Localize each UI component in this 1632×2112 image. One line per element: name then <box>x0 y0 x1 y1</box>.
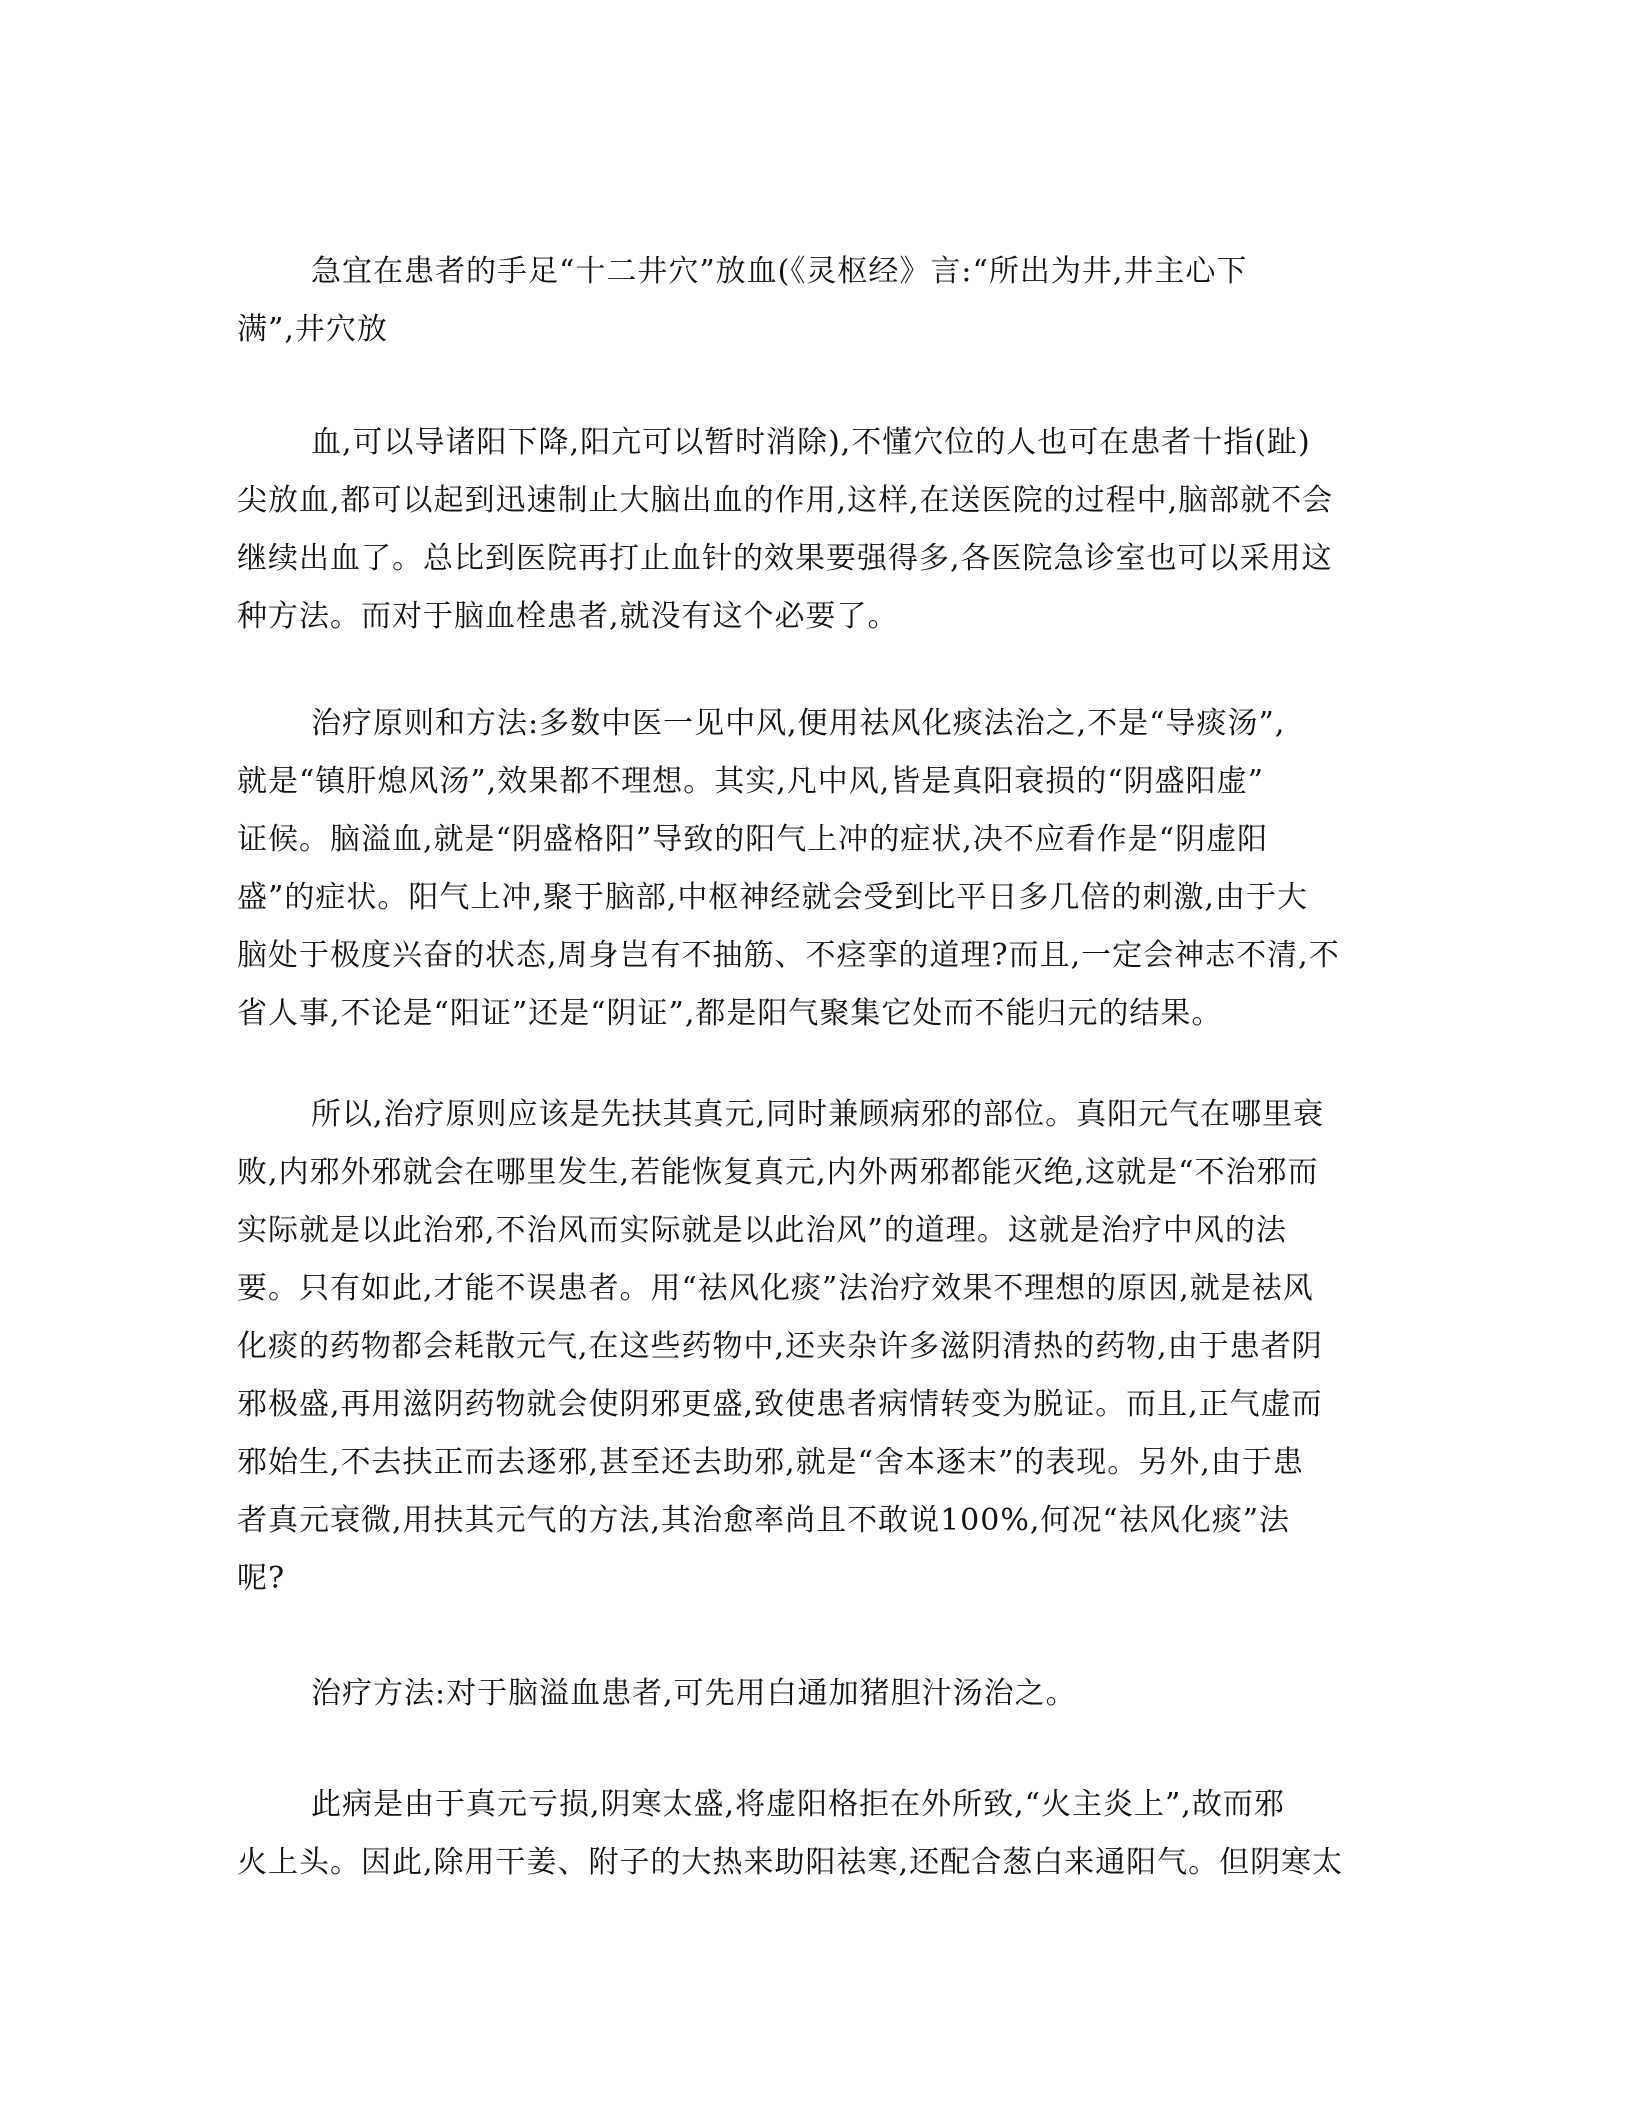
text-line: 证候。脑溢血,就是“阴盛格阳”导致的阳气上冲的症状,决不应看作是“阴虚阳 <box>237 822 1269 857</box>
text-line: 血,可以导诸阳下降,阳亢可以暂时消除),不懂穴位的人也可在患者十指(趾) <box>311 425 1311 460</box>
text-line: 继续出血了。总比到医院再打止血针的效果要强得多,各医院急诊室也可以采用这 <box>237 541 1333 576</box>
paragraph-etiology <box>237 1776 1397 1892</box>
text-line: 呢? <box>237 1561 286 1596</box>
text-line: 要。只有如此,才能不误患者。用“祛风化痰”法治疗效果不理想的原因,就是祛风 <box>237 1271 1314 1306</box>
text-line: 种方法。而对于脑血栓患者,就没有这个必要了。 <box>237 599 899 634</box>
text-line: 尖放血,都可以起到迅速制止大脑出血的作用,这样,在送医院的过程中,脑部就不会 <box>237 483 1334 518</box>
text-line: 火上头。因此,除用干姜、附子的大热来助阳祛寒,还配合葱白来通阳气。但阴寒太 <box>237 1845 1344 1880</box>
text-line: 盛”的症状。阳气上冲,聚于脑部,中枢神经就会受到比平日多几倍的刺激,由于大 <box>237 880 1308 915</box>
text-line: 化痰的药物都会耗散元气,在这些药物中,还夹杂许多滋阴清热的药物,由于患者阴 <box>237 1329 1323 1364</box>
text-line: 败,内邪外邪就会在哪里发生,若能恢复真元,内外两邪都能灭绝,这就是“不治邪而 <box>237 1155 1319 1190</box>
paragraph-treatment-principles <box>237 695 1397 1043</box>
text-line: 所以,治疗原则应该是先扶其真元,同时兼顾病邪的部位。真阳元气在哪里衰 <box>311 1097 1325 1132</box>
text-line: 脑处于极度兴奋的状态,周身岂有不抽筋、不痉挛的道理?而且,一定会神志不清,不 <box>237 938 1340 973</box>
text-line: 实际就是以此治邪,不治风而实际就是以此治风”的道理。这就是治疗中风的法 <box>237 1213 1287 1248</box>
text-line: 省人事,不论是“阳证”还是“阴证”,都是阳气聚集它处而不能归元的结果。 <box>237 996 1223 1031</box>
paragraph-principle-detail <box>237 1086 1397 1608</box>
text-line: 急宜在患者的手足“十二井穴”放血(《灵枢经》言:“所出为井,井主心下 <box>311 254 1248 289</box>
text-line: 满”,井穴放 <box>237 312 388 347</box>
text-line: 此病是由于真元亏损,阴寒太盛,将虚阳格拒在外所致,“火主炎上”,故而邪 <box>311 1787 1285 1822</box>
text-line: 治疗原则和方法:多数中医一见中风,便用祛风化痰法治之,不是“导痰汤”, <box>311 706 1286 741</box>
text-line: 治疗方法:对于脑溢血患者,可先用白通加猪胆汁汤治之。 <box>311 1676 1077 1711</box>
text-line: 邪始生,不去扶正而去逐邪,甚至还去助邪,就是“舍本逐末”的表现。另外,由于患 <box>237 1445 1304 1480</box>
paragraph-bloodletting-effect <box>237 414 1397 646</box>
text-line: 邪极盛,再用滋阴药物就会使阴邪更盛,致使患者病情转变为脱证。而且,正气虚而 <box>237 1387 1323 1422</box>
paragraph-treatment-method <box>237 1665 1397 1723</box>
text-line: 就是“镇肝熄风汤”,效果都不理想。其实,凡中风,皆是真阳衰损的“阴盛阳虚” <box>237 764 1264 799</box>
text-line: 者真元衰微,用扶其元气的方法,其治愈率尚且不敢说100%,何况“祛风化痰”法 <box>237 1503 1291 1538</box>
paragraph-bloodletting-intro <box>237 243 1397 359</box>
